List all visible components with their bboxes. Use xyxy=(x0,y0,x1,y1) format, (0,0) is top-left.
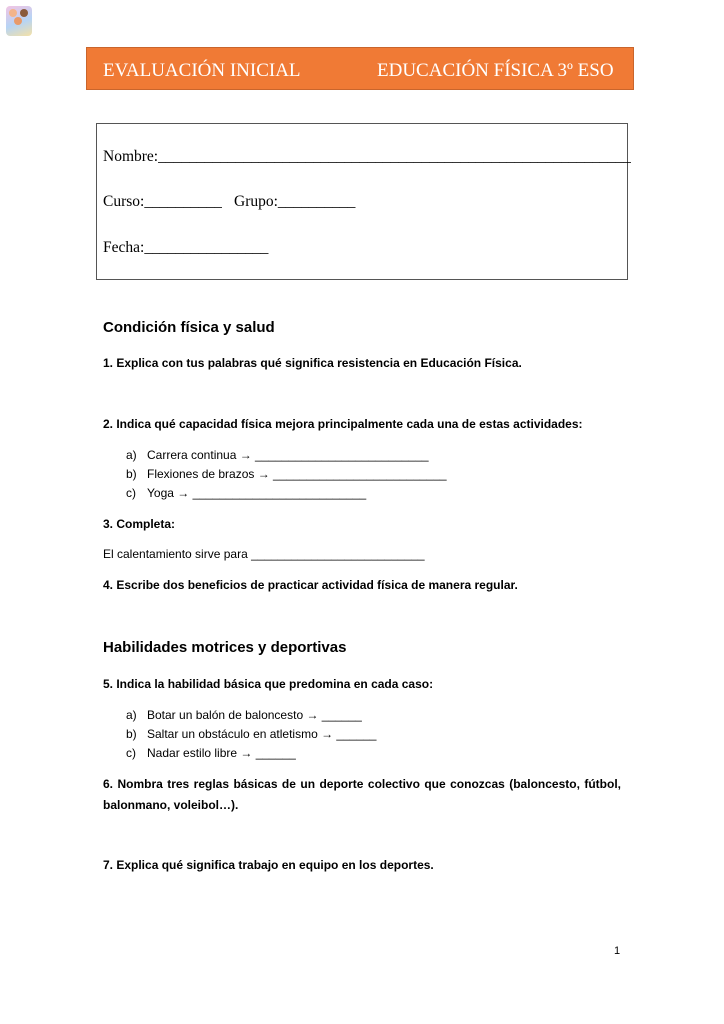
section-title-habilidades-motrices: Habilidades motrices y deportivas xyxy=(103,639,347,656)
section-title-condicion-fisica: Condición física y salud xyxy=(103,319,275,336)
nombre-field[interactable]: Nombre:_____________________________________________________________ xyxy=(103,148,631,165)
question-5: 5. Indica la habilidad básica que predomina en cada caso: xyxy=(103,677,434,691)
question-3: 3. Completa: xyxy=(103,517,176,531)
question-3-text: El calentamiento sirve para __________________________ xyxy=(103,547,425,561)
logo-figure-1 xyxy=(9,9,17,17)
grupo-field[interactable]: Grupo:__________ xyxy=(234,193,356,210)
header-left-title: EVALUACIÓN INICIAL xyxy=(103,60,301,81)
question-7: 7. Explica qué significa trabajo en equipo en los deportes. xyxy=(103,858,434,872)
header-right-title: EDUCACIÓN FÍSICA 3º ESO xyxy=(377,60,614,81)
list-item xyxy=(126,746,296,760)
list-item xyxy=(126,727,376,741)
recursos-eso-logo xyxy=(6,6,32,36)
list-item-text: Nadar estilo libre → ______ xyxy=(147,746,296,760)
list-marker: a) xyxy=(126,448,137,462)
question-6: 6. Nombra tres reglas básicas de un deporte colectivo que conozcas (baloncesto, fútbol, balonmano, voleibol…). xyxy=(103,777,621,812)
list-item xyxy=(126,486,366,500)
list-marker: c) xyxy=(126,486,136,500)
question-1: 1. Explica con tus palabras qué significa resistencia en Educación Física. xyxy=(103,356,522,370)
question-4: 4. Escribe dos beneficios de practicar actividad física de manera regular. xyxy=(103,578,518,592)
list-item-text: Botar un balón de baloncesto → ______ xyxy=(147,708,362,722)
list-item-text: Flexiones de brazos → __________________________ xyxy=(147,467,447,481)
list-item-text: Yoga → __________________________ xyxy=(147,486,367,500)
curso-field[interactable]: Curso:__________ xyxy=(103,193,222,210)
list-item xyxy=(126,708,362,722)
student-info-box xyxy=(96,123,631,280)
list-marker: b) xyxy=(126,467,137,481)
list-marker: c) xyxy=(126,746,136,760)
header-banner xyxy=(86,47,634,90)
question-2: 2. Indica qué capacidad física mejora principalmente cada una de estas actividades: xyxy=(103,417,583,431)
list-item-text: Carrera continua → __________________________ xyxy=(147,448,429,462)
fecha-field[interactable]: Fecha:________________ xyxy=(103,239,269,256)
logo-figure-3 xyxy=(14,17,22,25)
logo-figure-2 xyxy=(20,9,28,17)
list-item xyxy=(126,467,447,481)
list-marker: b) xyxy=(126,727,137,741)
list-item-text: Saltar un obstáculo en atletismo → ______ xyxy=(147,727,377,741)
page-number: 1 xyxy=(614,945,621,957)
list-marker: a) xyxy=(126,708,137,722)
list-item xyxy=(126,448,429,462)
